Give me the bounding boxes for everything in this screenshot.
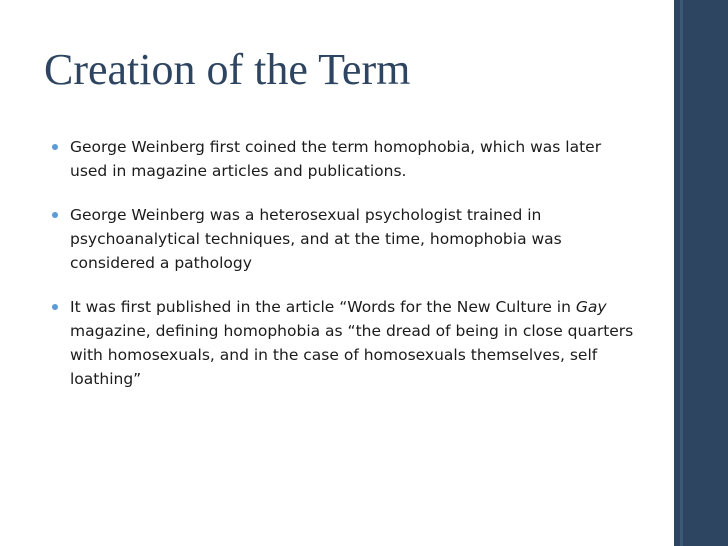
bullet-text-after: magazine, defining homophobia as “the dread of being in close quarters with homosexuals, and in the case of homosexuals themselves, self loathing” xyxy=(70,322,634,388)
bullet-text: George Weinberg was a heterosexual psychologist trained in psychoanalytical techniques, and at the time, homophobia was considered a pathology xyxy=(70,206,562,272)
bullet-dot-icon xyxy=(52,212,58,218)
bullet-item xyxy=(50,203,640,275)
bullet-dot-icon xyxy=(52,144,58,150)
bullet-dot-icon xyxy=(52,304,58,310)
side-accent-stripe xyxy=(680,0,683,546)
bullet-item xyxy=(50,135,640,183)
bullet-list xyxy=(50,135,640,411)
side-accent-bar xyxy=(674,0,728,546)
bullet-text: George Weinberg first coined the term homophobia, which was later used in magazine articles and publications. xyxy=(70,138,602,180)
bullet-item xyxy=(50,295,640,391)
bullet-text-emphasis: Gay xyxy=(575,298,607,316)
bullet-text-before: It was first published in the article “Words for the New Culture in xyxy=(70,298,576,316)
slide-title: Creation of the Term xyxy=(44,45,411,94)
